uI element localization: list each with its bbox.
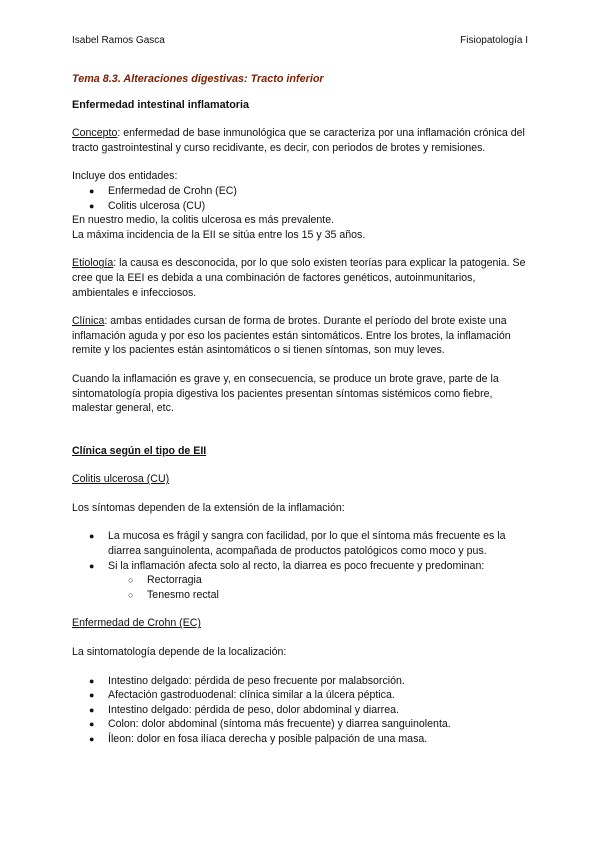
bullet-icon: ● [89,675,95,686]
list-item-text: Colitis ulcerosa (CU) [108,199,206,212]
list-item [72,674,532,689]
header-author: Isabel Ramos Gasca [72,35,165,46]
grave-paragraph: Cuando la inflamación es grave y, en consecuencia, se produce un brote grave, parte de la sintomatología propia digestiva los pacientes presentan síntomas sistémicos como fiebre, malestar general, etc. [72,372,499,415]
list-item [72,529,532,558]
list-item [72,688,532,703]
bullet-icon: ● [89,560,95,571]
clinica-label: Clínica [72,315,105,328]
list-item-text: Si la inflamación afecta solo al recto, la diarrea es poco frecuente y predominan: [108,559,485,572]
concepto-label: Concepto [72,127,118,140]
clinica-paragraph [72,314,532,358]
list-item [72,184,532,199]
list-item-text: Intestino delgado: pérdida de peso, dolor abdominal y diarrea. [108,703,399,716]
page-title: Tema 8.3. Alteraciones digestivas: Tracto inferior [72,73,324,85]
bullet-icon: ● [89,734,95,744]
etiologia-text: : la causa es desconocida, por lo que solo existen teorías para explicar la patogenia. Se cree que la EEI es debida a una combinación de factores genéticos, autoinmunitarios, ambientales e infecciosos. [72,257,526,299]
list-item-text: Enfermedad de Crohn (EC) [108,184,237,197]
hollow-bullet-icon: ○ [128,589,134,600]
bullet-icon: ● [89,185,95,196]
cu-heading: Colitis ulcerosa (CU) [72,473,170,486]
bullet-icon: ● [89,200,95,211]
bullet-icon: ● [89,690,95,701]
cu-list [72,529,532,602]
sub-list-item [72,588,532,603]
incidence-line: La máxima incidencia de la EII se sitúa entre los 15 y 35 años. [72,228,366,241]
bullet-icon: ● [89,719,95,730]
clinica-text: : ambas entidades cursan de forma de brotes. Durante el período del brote existe una inflamación aguda y por eso los pacientes están sintomáticos. Entre los brotes, la inflamación remite y los pacientes están asintomáticos o si tienen síntomas, son muy leves. [72,315,511,357]
entities-list [72,184,532,213]
list-item [72,559,532,574]
list-item [72,703,532,718]
ec-intro: La sintomatología depende de la localización: [72,646,287,659]
sub-list-item [72,573,532,588]
list-item-text: Íleon: dolor en fosa ilíaca derecha y posible palpación de una masa. [108,733,428,745]
etiologia-label: Etiología [72,257,114,270]
ec-list [72,674,532,747]
list-item-text: Intestino delgado: pérdida de peso frecuente por malabsorción. [108,674,405,687]
hollow-bullet-icon: ○ [128,575,134,586]
bullet-icon: ● [89,704,95,715]
concepto-paragraph [72,126,532,155]
section-heading-eii: Enfermedad intestinal inflamatoria [72,98,249,111]
list-item-text: Colon: dolor abdominal (síntoma más frecuente) y diarrea sanguinolenta. [108,718,451,731]
bullet-icon: ● [89,531,95,542]
section-heading-clinica: Clínica según el tipo de EII [72,444,207,457]
list-item-text: La mucosa es frágil y sangra con facilidad, por lo que el síntoma más frecuente es la diarrea sanguinolenta, acompañada de productos patológicos como moco y pus. [108,530,506,558]
prevalence-line: En nuestro medio, la colitis ulcerosa es más prevalente. [72,214,335,227]
header-subject: Fisiopatología I [460,35,528,46]
list-item [72,199,532,214]
incluye-intro: Incluye dos entidades: [72,170,178,183]
concepto-text: : enfermedad de base inmunológica que se caracteriza por una inflamación crónica del tracto gastrointestinal y curso recidivante, es decir, con periodos de brotes y remisiones. [72,127,525,154]
list-item [72,717,532,732]
cu-intro: Los síntomas dependen de la extensión de la inflamación: [72,501,345,514]
etiologia-paragraph [72,256,532,300]
list-item [72,732,532,747]
list-item-text: Afectación gastroduodenal: clínica similar a la úlcera péptica. [108,689,395,702]
list-item-text: Rectorragia [147,574,202,587]
ec-heading: Enfermedad de Crohn (EC) [72,617,201,630]
document-body [72,72,532,747]
list-item-text: Tenesmo rectal [147,588,219,601]
